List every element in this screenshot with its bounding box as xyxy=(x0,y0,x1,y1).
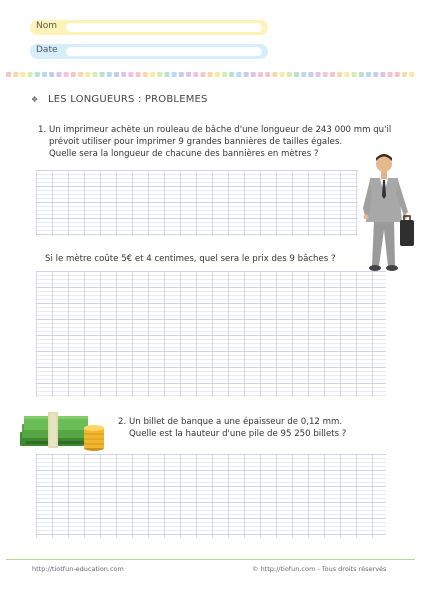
problem2-line-2: Quelle est la hauteur d'une pile de 95 250 billets ? xyxy=(129,429,347,439)
name-input-area[interactable] xyxy=(66,23,262,32)
page-title: LES LONGUEURS : PROBLEMES xyxy=(48,94,208,105)
name-label: Nom xyxy=(36,21,58,31)
banknote-stack-and-coins-icon xyxy=(18,408,106,454)
problem1-followup: Si le mètre coûte 5€ et 4 centimes, quel sera le prix des 9 bâches ? xyxy=(45,254,336,264)
problem1-line-3: Quelle sera la longueur de chacune des bannières en mètres ? xyxy=(49,149,319,159)
problem1-line-1: Un imprimeur achète un rouleau de bâche d'une longueur de 243 000 mm qu'il xyxy=(49,125,392,135)
date-input-area[interactable] xyxy=(66,47,262,56)
problem1-line-2: prévoit utiliser pour imprimer 9 grandes bannières de tailles égales. xyxy=(49,137,343,147)
footer-divider xyxy=(6,559,415,560)
diamond-bullet-icon: ❖ xyxy=(31,95,39,104)
date-field-pill[interactable] xyxy=(30,44,268,59)
businessman-with-briefcase-icon xyxy=(358,150,416,275)
answer-grid-1[interactable] xyxy=(36,170,358,236)
answer-grid-2[interactable] xyxy=(36,271,386,397)
problem2-line-1: Un billet de banque a une épaisseur de 0,12 mm. xyxy=(129,417,343,427)
date-label: Date xyxy=(36,45,58,55)
footer-left-link[interactable]: http://tiotfun-education.com xyxy=(32,565,124,573)
problem2-number: 2. xyxy=(118,417,127,427)
decorative-dot-row xyxy=(6,72,415,77)
footer-copyright: © http://tiofun.com - Tous droits réservés xyxy=(252,565,387,573)
name-field-pill[interactable] xyxy=(30,20,268,35)
problem1-number: 1. xyxy=(38,125,47,135)
answer-grid-3[interactable] xyxy=(36,454,386,538)
